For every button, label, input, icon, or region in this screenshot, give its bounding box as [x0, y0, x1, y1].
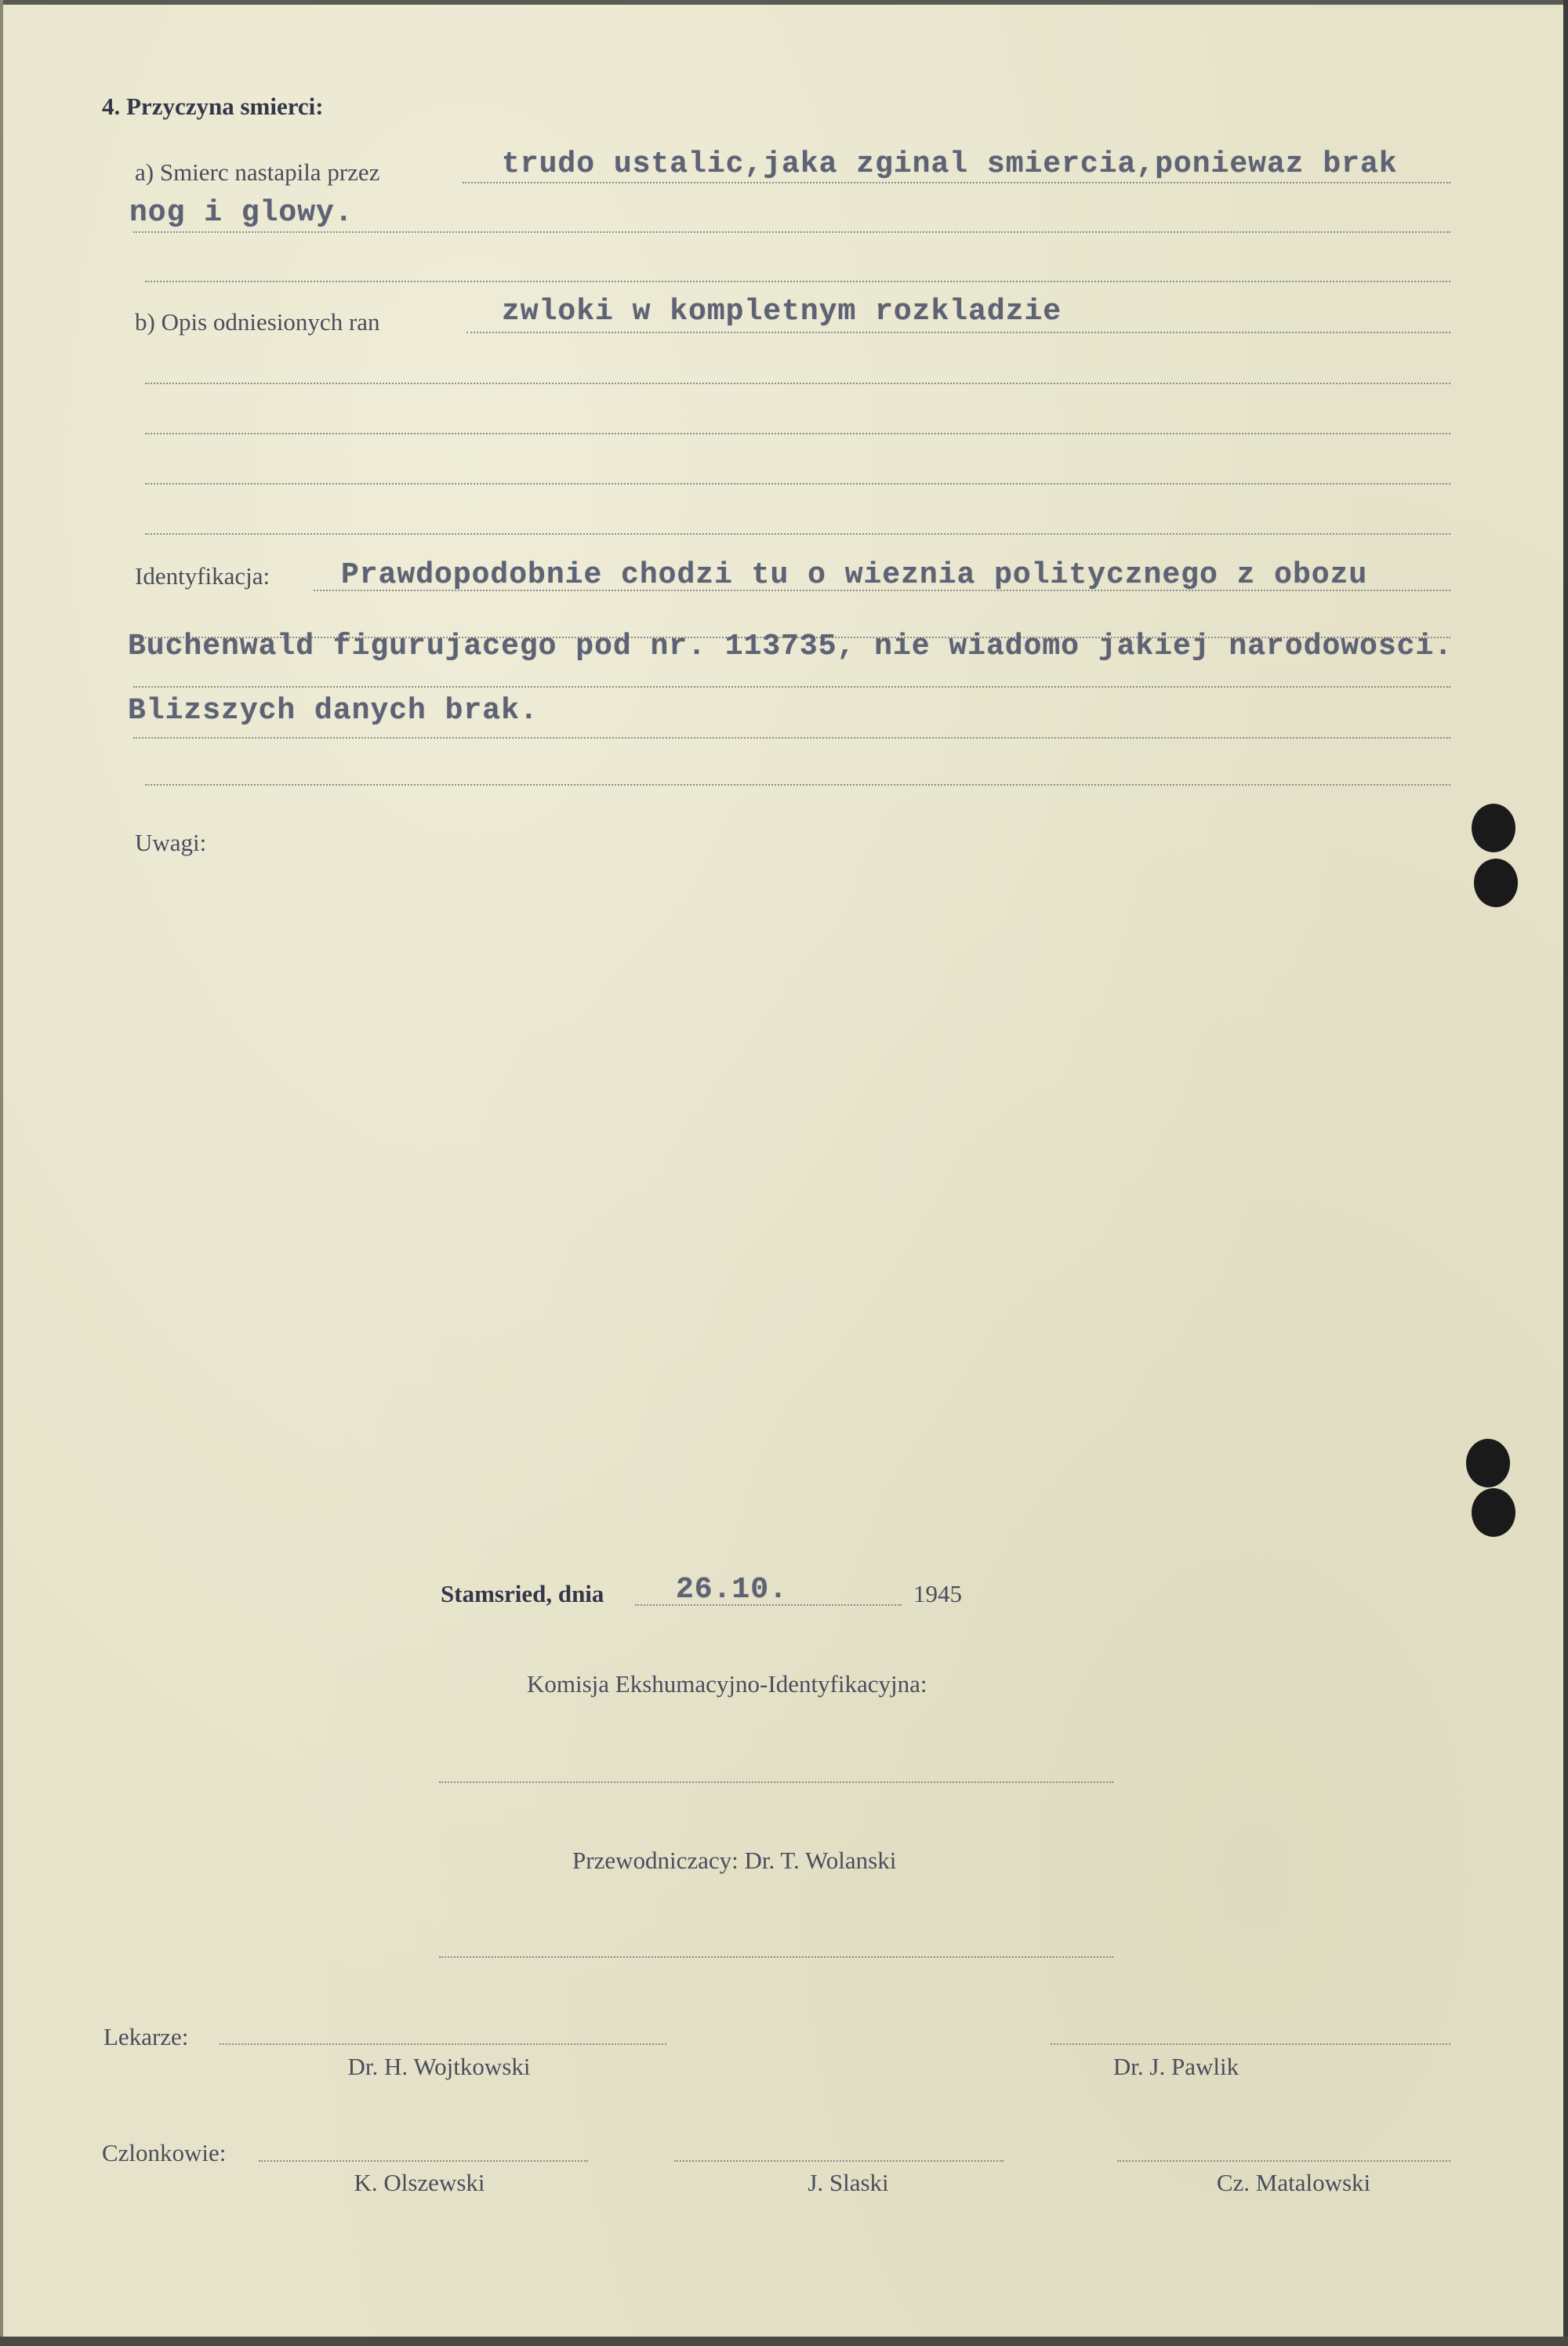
cause-a-line-3: [145, 281, 1450, 282]
identification-line-5: [145, 784, 1450, 786]
cause-a-line-1: [463, 182, 1450, 183]
identification-value-line2: Buchenwald figurujacego pod nr. 113735, nie wiadomo jakiej narodowosci.: [128, 630, 1454, 663]
date-value: 26.10.: [676, 1573, 788, 1607]
member-signature-line-1: [259, 2160, 588, 2162]
year-value: 1945: [913, 1580, 962, 1607]
commission-signature-line: [439, 1781, 1113, 1783]
wounds-b-line-2: [145, 383, 1450, 384]
page-edge-top: [0, 0, 1568, 5]
identification-value-line3: Blizszych danych brak.: [128, 694, 539, 728]
identification-label: Identyfikacja:: [135, 562, 270, 590]
punch-hole: [1474, 859, 1518, 907]
wounds-b-line-3: [145, 433, 1450, 434]
punch-hole: [1472, 1488, 1515, 1537]
doctors-label: Lekarze:: [103, 2023, 189, 2050]
cause-of-death-heading: 4. Przyczyna smierci:: [102, 93, 324, 120]
doctor-name-1: Dr. H. Wojtkowski: [347, 2053, 531, 2080]
doctor-signature-line-1: [220, 2043, 666, 2045]
identification-line-4: [133, 737, 1450, 739]
member-signature-line-3: [1117, 2160, 1450, 2162]
doctor-signature-line-2: [1051, 2043, 1450, 2045]
page-edge-right: [1563, 0, 1568, 2346]
wounds-b-line-1: [466, 332, 1450, 333]
identification-line-3: [133, 686, 1450, 688]
cause-a-line-2: [133, 231, 1450, 233]
identification-value-line1: Prawdopodobnie chodzi tu o wieznia politycznego z obozu: [341, 558, 1368, 592]
member-signature-line-2: [674, 2160, 1004, 2162]
wounds-b-label: b) Opis odniesionych ran: [135, 308, 380, 336]
wounds-b-line-5: [145, 533, 1450, 535]
cause-a-value-line1: trudo ustalic,jaka zginal smiercia,poniewaz brak: [502, 147, 1398, 181]
member-name-2: J. Slaski: [808, 2169, 889, 2196]
page-edge-left: [0, 0, 3, 2346]
commission-title: Komisja Ekshumacyjno-Identyfikacyjna:: [527, 1670, 927, 1698]
punch-hole: [1466, 1439, 1510, 1487]
doctor-name-2: Dr. J. Pawlik: [1112, 2053, 1240, 2080]
remarks-label: Uwagi:: [135, 829, 207, 856]
page-edge-bottom: [0, 2337, 1568, 2346]
place-label: Stamsried, dnia: [441, 1580, 604, 1607]
cause-a-label: a) Smierc nastapila przez: [135, 158, 380, 186]
members-label: Czlonkowie:: [102, 2139, 227, 2166]
wounds-b-line-4: [145, 483, 1450, 485]
punch-hole: [1472, 804, 1515, 852]
cause-a-value-line2: nog i glowy.: [129, 196, 354, 230]
chairman-signature-line: [439, 1956, 1113, 1958]
member-name-3: Cz. Matalowski: [1216, 2169, 1371, 2196]
member-name-1: K. Olszewski: [354, 2169, 485, 2196]
chairman-name: Przewodniczacy: Dr. T. Wolanski: [572, 1847, 897, 1874]
wounds-b-value: zwloki w kompletnym rozkladzie: [502, 295, 1062, 329]
